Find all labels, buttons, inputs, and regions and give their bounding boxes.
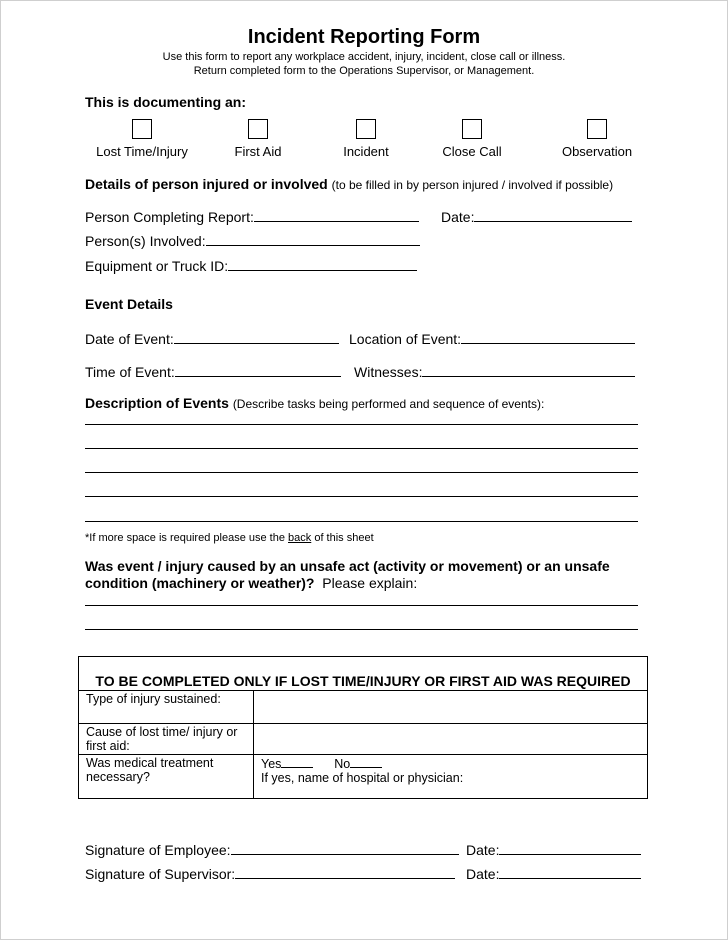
injury-type-input[interactable] bbox=[254, 691, 648, 724]
persons-involved-field[interactable] bbox=[85, 231, 420, 249]
details-note: (to be filled in by person injured / involved if possible) bbox=[331, 178, 614, 192]
option-observation[interactable] bbox=[537, 119, 657, 159]
supervisor-signature-label: Signature of Supervisor: bbox=[85, 866, 236, 882]
more-space-suffix: of this sheet bbox=[311, 532, 374, 544]
witnesses-field[interactable] bbox=[354, 362, 635, 380]
equipment-field[interactable] bbox=[85, 256, 417, 274]
supervisor-date-label: Date: bbox=[466, 866, 500, 882]
report-date-field[interactable] bbox=[441, 207, 632, 225]
report-date-label: Date: bbox=[441, 209, 475, 225]
more-space-note bbox=[85, 532, 374, 544]
form-title: Incident Reporting Form bbox=[247, 26, 481, 48]
option-incident[interactable] bbox=[306, 119, 426, 159]
form-subtitle-line1: Use this form to report any workplace accident, injury, incident, close call or illness. bbox=[162, 51, 566, 63]
no-blank[interactable] bbox=[350, 756, 382, 768]
hospital-label: If yes, name of hospital or physician: bbox=[261, 771, 464, 785]
option-label: Incident bbox=[343, 144, 389, 159]
description-note: (Describe tasks being performed and sequence of events): bbox=[232, 397, 545, 411]
cause-label: Cause of lost time/ injury or first aid: bbox=[79, 724, 254, 755]
employee-signature-input[interactable] bbox=[231, 840, 459, 855]
report-date-input[interactable] bbox=[474, 207, 632, 222]
description-line[interactable] bbox=[85, 424, 638, 425]
option-label: First Aid bbox=[234, 144, 282, 159]
back-link: back bbox=[288, 532, 312, 544]
documenting-heading: This is documenting an: bbox=[85, 94, 247, 110]
description-heading: Description of Events bbox=[85, 395, 229, 411]
lost-time-checkbox[interactable] bbox=[132, 119, 152, 139]
supervisor-signature-input[interactable] bbox=[235, 864, 455, 879]
option-lost-time[interactable] bbox=[82, 119, 202, 159]
unsafe-question-line1: Was event / injury caused by an unsafe act (activity or movement) or an unsafe bbox=[85, 558, 610, 574]
event-date-field[interactable] bbox=[85, 329, 339, 347]
equipment-label: Equipment or Truck ID: bbox=[85, 258, 229, 274]
event-date-input[interactable] bbox=[174, 329, 339, 344]
form-subtitle-line2: Return completed form to the Operations Supervisor, or Management. bbox=[193, 65, 535, 77]
cause-input[interactable] bbox=[254, 724, 648, 755]
close-call-checkbox[interactable] bbox=[462, 119, 482, 139]
observation-checkbox[interactable] bbox=[587, 119, 607, 139]
medical-treatment-label: Was medical treatment necessary? bbox=[79, 755, 254, 799]
yes-blank[interactable] bbox=[281, 756, 313, 768]
option-label: Lost Time/Injury bbox=[96, 144, 188, 159]
unsafe-question-bold: condition (machinery or weather)? bbox=[85, 575, 315, 591]
employee-date-input[interactable] bbox=[499, 840, 641, 855]
employee-date-label: Date: bbox=[466, 842, 500, 858]
injury-type-label: Type of injury sustained: bbox=[79, 691, 254, 724]
explain-line[interactable] bbox=[85, 605, 638, 606]
event-heading: Event Details bbox=[85, 296, 173, 312]
event-time-input[interactable] bbox=[175, 362, 341, 377]
supervisor-date-input[interactable] bbox=[499, 864, 641, 879]
equipment-input[interactable] bbox=[228, 256, 417, 271]
unsafe-explain-label: Please explain: bbox=[322, 575, 418, 591]
employee-signature-label: Signature of Employee: bbox=[85, 842, 231, 858]
details-heading-row bbox=[85, 176, 613, 192]
first-aid-checkbox[interactable] bbox=[248, 119, 268, 139]
person-completing-field[interactable] bbox=[85, 207, 419, 225]
persons-involved-input[interactable] bbox=[206, 231, 420, 246]
event-time-field[interactable] bbox=[85, 362, 341, 380]
event-date-label: Date of Event: bbox=[85, 331, 174, 347]
witnesses-label: Witnesses: bbox=[354, 364, 423, 380]
event-location-label: Location of Event: bbox=[349, 331, 462, 347]
option-label: Observation bbox=[561, 144, 633, 159]
details-heading: Details of person injured or involved bbox=[85, 176, 328, 192]
witnesses-input[interactable] bbox=[422, 362, 635, 377]
lost-time-table bbox=[78, 656, 648, 799]
yes-label: Yes bbox=[261, 757, 282, 771]
option-close-call[interactable] bbox=[412, 119, 532, 159]
description-line[interactable] bbox=[85, 448, 638, 449]
description-line[interactable] bbox=[85, 472, 638, 473]
description-line[interactable] bbox=[85, 496, 638, 497]
description-line[interactable] bbox=[85, 521, 638, 522]
medical-treatment-cell[interactable] bbox=[254, 755, 648, 799]
supervisor-date-field[interactable] bbox=[466, 864, 641, 882]
person-completing-label: Person Completing Report: bbox=[85, 209, 254, 225]
event-location-input[interactable] bbox=[461, 329, 635, 344]
event-location-field[interactable] bbox=[349, 329, 635, 347]
description-heading-row bbox=[85, 395, 544, 411]
unsafe-question-line2 bbox=[85, 575, 417, 591]
explain-line[interactable] bbox=[85, 629, 638, 630]
lost-time-heading: TO BE COMPLETED ONLY IF LOST TIME/INJURY OR FIRST AID WAS REQUIRED bbox=[79, 657, 648, 691]
no-label: No bbox=[334, 757, 351, 771]
supervisor-signature-field[interactable] bbox=[85, 864, 455, 882]
employee-signature-field[interactable] bbox=[85, 840, 459, 858]
event-time-label: Time of Event: bbox=[85, 364, 175, 380]
employee-date-field[interactable] bbox=[466, 840, 641, 858]
persons-involved-label: Person(s) Involved: bbox=[85, 233, 206, 249]
person-completing-input[interactable] bbox=[254, 207, 419, 222]
option-first-aid[interactable] bbox=[198, 119, 318, 159]
incident-checkbox[interactable] bbox=[356, 119, 376, 139]
more-space-prefix: *If more space is required please use the bbox=[85, 532, 289, 544]
option-label: Close Call bbox=[442, 144, 502, 159]
